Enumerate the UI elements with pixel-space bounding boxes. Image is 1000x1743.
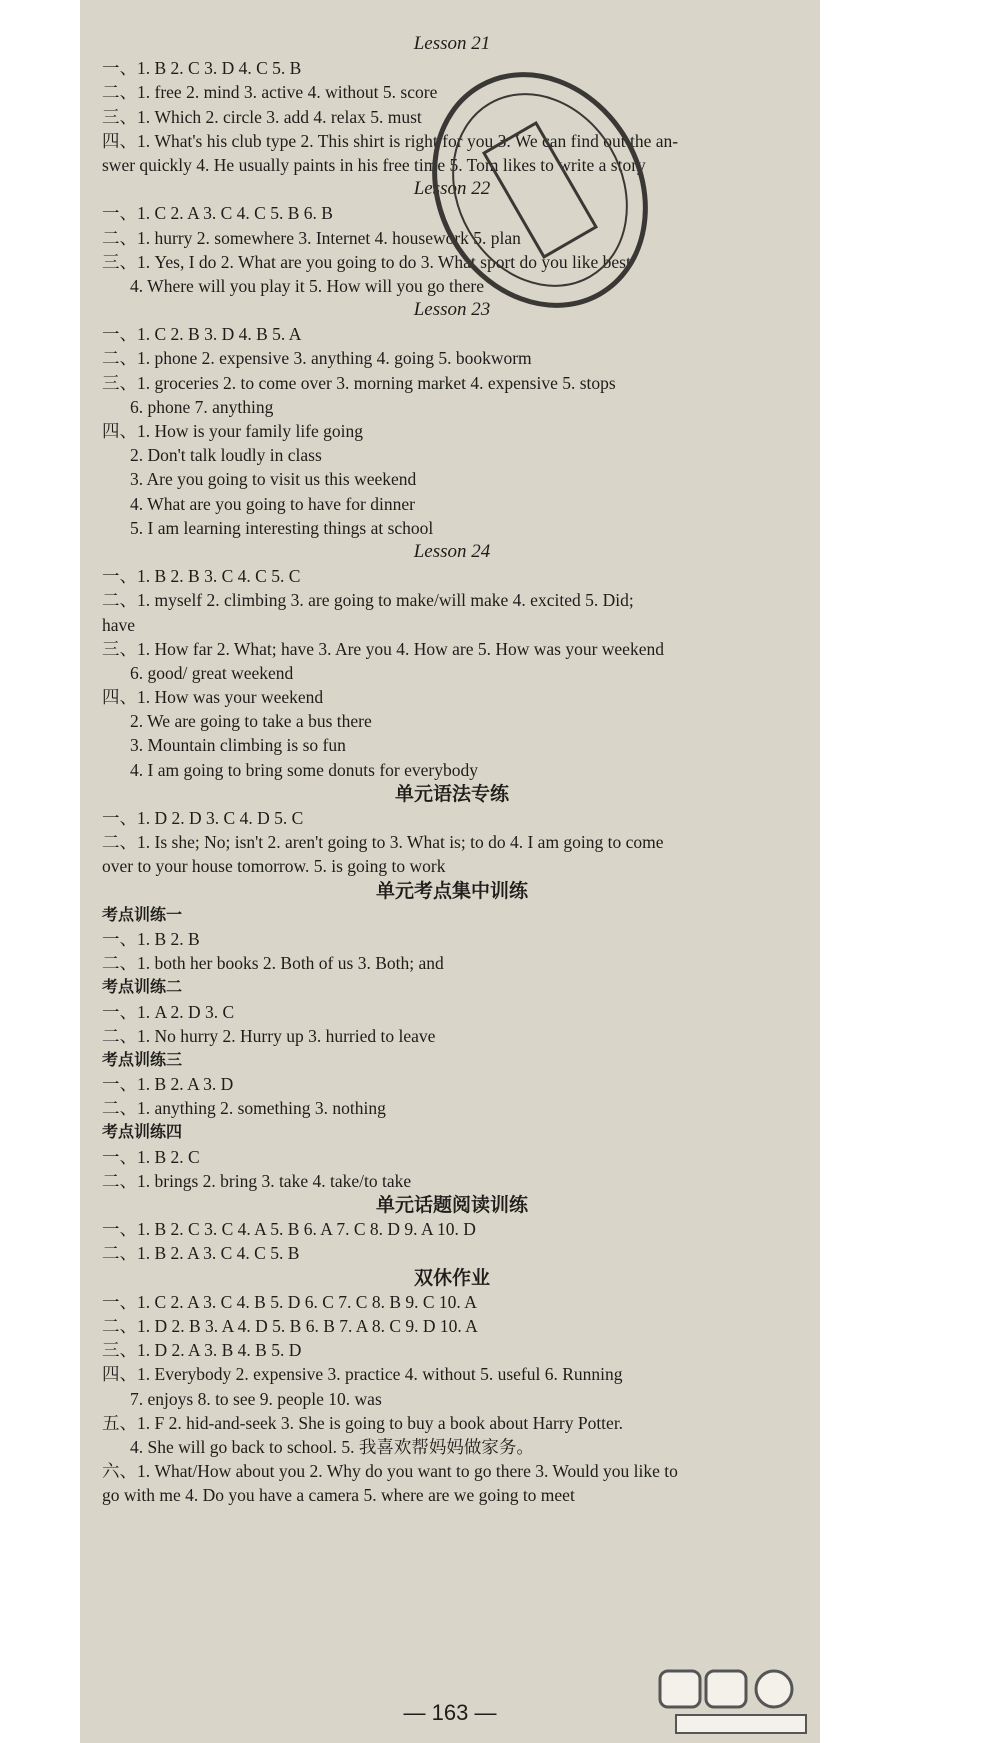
lesson-heading: Lesson 21 — [413, 33, 491, 54]
answer-line: 三、1. D 2. A 3. B 4. B 5. D — [102, 1340, 302, 1361]
answer-line: 3. Are you going to visit us this weekend — [130, 469, 417, 490]
answer-page — [80, 0, 820, 1743]
answer-line: 二、1. free 2. mind 3. active 4. without 5. score — [102, 82, 438, 103]
answer-line: 一、1. D 2. D 3. C 4. D 5. C — [102, 808, 304, 828]
answer-line: 5. I am learning interesting things at school — [130, 517, 434, 538]
answer-line: 二、1. brings 2. bring 3. take 4. take/to take — [102, 1170, 412, 1191]
section-heading: 单元话题阅读训练 — [375, 1194, 528, 1216]
subsection-heading: 考点训练一 — [102, 904, 183, 924]
answer-content — [102, 32, 802, 1507]
answer-line: swer quickly 4. He usually paints in his free time 5. Tom likes to write a story — [102, 154, 646, 175]
section-heading: 双休作业 — [413, 1266, 490, 1289]
section-heading: 单元语法专练 — [394, 782, 509, 805]
answer-line: 一、1. B 2. C 3. D 4. C 5. B — [102, 58, 302, 79]
lesson-heading: Lesson 23 — [413, 299, 491, 321]
answer-line: 一、1. A 2. D 3. C — [102, 1001, 235, 1022]
subsection-heading: 考点训练二 — [102, 977, 183, 997]
answer-line: 2. We are going to take a bus there — [130, 711, 372, 732]
answer-line: 二、1. both her books 2. Both of us 3. Both; and — [102, 953, 444, 974]
answer-line: 三、1. Which 2. circle 3. add 4. relax 5. must — [102, 106, 422, 127]
answer-line: 2. Don't talk loudly in class — [130, 445, 322, 466]
answer-line: go with me 4. Do you have a camera 5. where are we going to meet — [102, 1485, 575, 1506]
answer-line: 7. enjoys 8. to see 9. people 10. was — [130, 1388, 382, 1409]
answer-line: 一、1. B 2. C — [102, 1146, 200, 1167]
answer-line: 4. I am going to bring some donuts for everybody — [130, 759, 479, 780]
answer-line: 二、1. hurry 2. somewhere 3. Internet 4. housework 5. plan — [102, 227, 521, 248]
answer-line: 二、1. D 2. B 3. A 4. D 5. B 6. B 7. A 8. C 9. D 10. A — [102, 1315, 478, 1336]
answer-line: 一、1. B 2. A 3. D — [102, 1074, 234, 1095]
subsection-heading: 考点训练三 — [102, 1049, 183, 1069]
answer-line: 二、1. No hurry 2. Hurry up 3. hurried to leave — [102, 1025, 436, 1046]
answer-line: 四、1. What's his club type 2. This shirt is right for you 3. We can find out the an- — [102, 130, 679, 151]
answer-line: 三、1. groceries 2. to come over 3. morning market 4. expensive 5. stops — [102, 372, 616, 393]
subsection-heading: 考点训练四 — [102, 1122, 183, 1142]
page-number: — 163 — — [403, 1700, 497, 1725]
answer-line: 五、1. F 2. hid-and-seek 3. She is going to buy a book about Harry Potter. — [102, 1412, 624, 1433]
answer-line: 4. Where will you play it 5. How will you go there — [130, 275, 484, 296]
lesson-heading: Lesson 22 — [413, 178, 491, 200]
answer-line: 四、1. How was your weekend — [102, 687, 324, 708]
answer-line: 6. good/ great weekend — [130, 662, 294, 683]
lesson-heading: Lesson 24 — [413, 540, 491, 562]
answer-line: 6. phone 7. anything — [130, 396, 274, 417]
answer-line: 二、1. phone 2. expensive 3. anything 4. going 5. bookworm — [102, 348, 532, 369]
answer-line: 四、1. Everybody 2. expensive 3. practice 4. without 5. useful 6. Running — [102, 1364, 623, 1385]
answer-line: 4. What are you going to have for dinner — [130, 493, 415, 514]
answer-line: have — [102, 614, 136, 635]
answer-line: 一、1. C 2. A 3. C 4. B 5. D 6. C 7. C 8. B 9. C 10. A — [102, 1291, 477, 1312]
answer-line: over to your house tomorrow. 5. is going to work — [102, 856, 446, 877]
section-heading: 单元考点集中训练 — [375, 879, 528, 902]
answer-line: 一、1. B 2. B — [102, 928, 200, 949]
answer-line: 二、1. myself 2. climbing 3. are going to make/will make 4. excited 5. Did; — [102, 590, 634, 611]
answer-line: 一、1. B 2. C 3. C 4. A 5. B 6. A 7. C 8. D 9. A 10. D — [102, 1219, 476, 1240]
answer-line: 二、1. Is she; No; isn't 2. aren't going to 3. What is; to do 4. I am going to come — [102, 832, 664, 853]
answer-line: 一、1. B 2. B 3. C 4. C 5. C — [102, 566, 301, 587]
answer-line: 二、1. anything 2. something 3. nothing — [102, 1098, 386, 1119]
answer-line: 三、1. Yes, I do 2. What are you going to do 3. What sport do you like best — [102, 251, 631, 272]
answer-line: 一、1. C 2. B 3. D 4. B 5. A — [102, 324, 302, 345]
answer-line: 三、1. How far 2. What; have 3. Are you 4. How are 5. How was your weekend — [102, 638, 664, 659]
answer-line: 六、1. What/How about you 2. Why do you want to go there 3. Would you like to — [102, 1461, 678, 1482]
answer-line: 4. She will go back to school. 5. 我喜欢帮妈妈做家务。 — [130, 1436, 534, 1457]
answer-line: 3. Mountain climbing is so fun — [130, 735, 346, 756]
answer-line: 一、1. C 2. A 3. C 4. C 5. B 6. B — [102, 203, 333, 224]
answer-line: 四、1. How is your family life going — [102, 421, 364, 441]
answer-line: 二、1. B 2. A 3. C 4. C 5. B — [102, 1243, 300, 1264]
